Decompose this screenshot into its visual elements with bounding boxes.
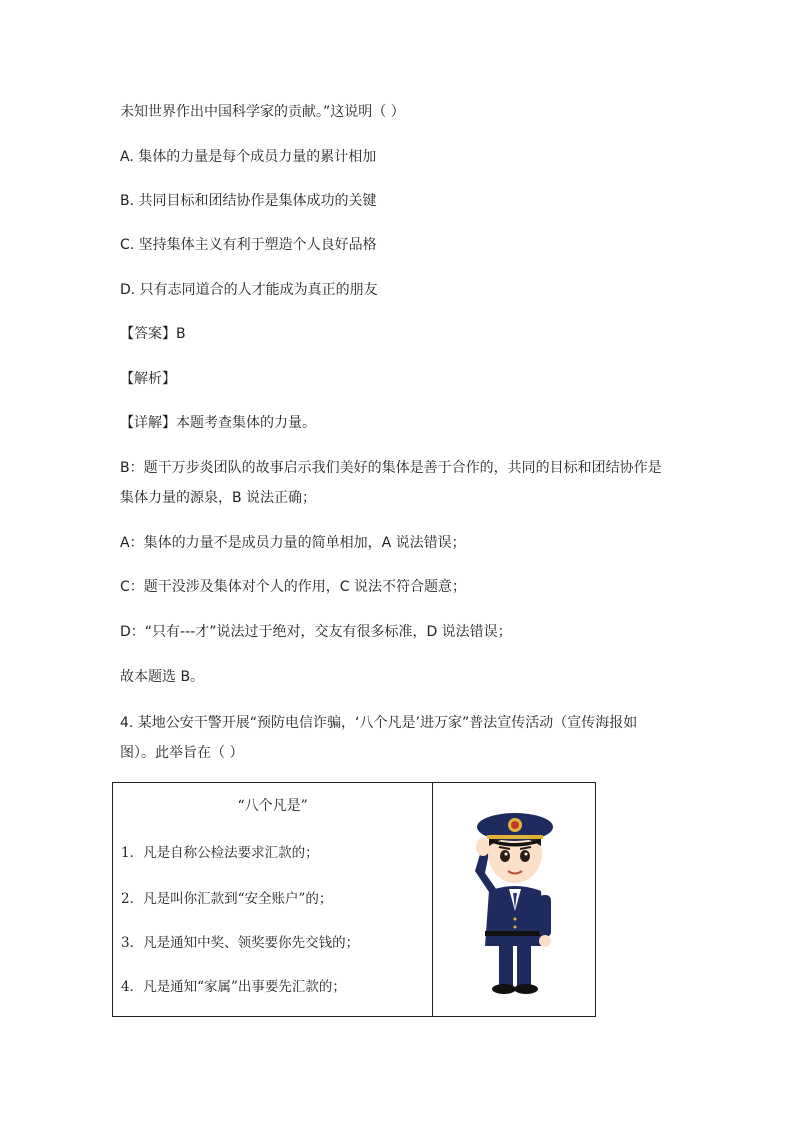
explanation-a: A：集体的力量不是成员力量的简单相加，A 说法错误； <box>120 535 466 551</box>
answer-tag: 【答案】 <box>120 326 176 342</box>
detail-line <box>120 413 316 433</box>
saluting-police-officer-icon <box>459 791 571 1001</box>
poster-title: “八个凡是” <box>237 798 308 814</box>
question-stem-tail: 未知世界作出中国科学家的贡献。”这说明（ ） <box>120 104 405 120</box>
detail-tag: 【详解】 <box>120 415 176 431</box>
q4-stem-line-1: 4. 某地公安干警开展“预防电信诈骗，‘八个凡是’进万家”普法宣传活动（宣传海报如 <box>120 715 638 731</box>
analysis-tag: 【解析】 <box>120 371 176 387</box>
poster-rule-3: 3．凡是通知中奖、领奖要你先交钱的； <box>121 935 360 951</box>
answer-line <box>120 324 186 344</box>
option-d: D. 只有志同道合的人才能成为真正的朋友 <box>120 282 378 298</box>
poster-rules-cell <box>113 783 433 1017</box>
option-a: A. 集体的力量是每个成员力量的累计相加 <box>120 149 377 165</box>
poster-rule-2: 2．凡是叫你汇款到“安全账户”的； <box>121 891 333 907</box>
option-b: B. 共同目标和团结协作是集体成功的关键 <box>120 193 377 209</box>
explanation-d: D：“只有---才”说法过于绝对，交友有很多标准，D 说法错误； <box>120 624 512 640</box>
explanation-b-2: 集体力量的源泉，B 说法正确； <box>120 490 317 506</box>
answer-value: B <box>176 326 186 342</box>
propaganda-poster-table <box>112 782 596 1017</box>
explanation-b-1: B：题干万步炎团队的故事启示我们美好的集体是善于合作的，共同的目标和团结协作是 <box>120 460 662 476</box>
detail-text: 本题考查集体的力量。 <box>176 415 316 431</box>
poster-image-cell <box>433 783 596 1017</box>
option-c: C. 坚持集体主义有利于塑造个人良好品格 <box>120 237 377 253</box>
q4-stem-line-2: 图）。此举旨在（ ） <box>120 745 244 761</box>
conclusion: 故本题选 B。 <box>120 669 205 685</box>
explanation-c: C：题干没涉及集体对个人的作用，C 说法不符合题意； <box>120 579 466 595</box>
poster-rule-1: 1．凡是自称公检法要求汇款的； <box>121 845 319 861</box>
poster-rule-4: 4．凡是通知“家属”出事要先汇款的； <box>121 979 346 995</box>
